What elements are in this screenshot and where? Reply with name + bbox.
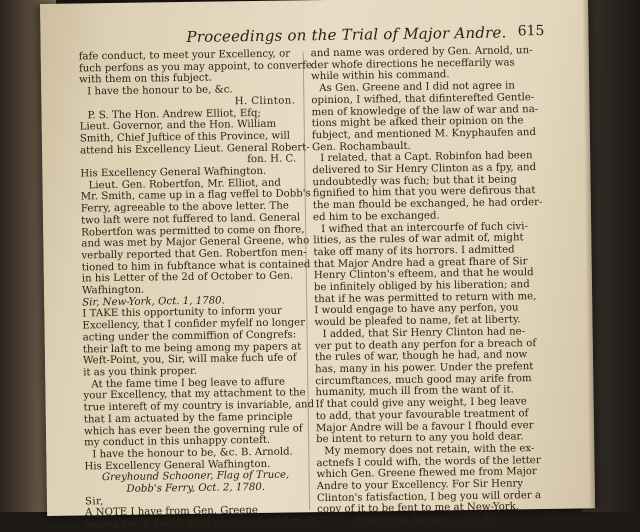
text-line: Andre to your Excellency. For Sir Henry [316, 478, 524, 493]
text-line: copy of it to be fent to me at New-York. [317, 501, 520, 516]
text-line: I TAKE this opportunity to inform your [82, 306, 282, 320]
text-line: My memory does not retain, with the ex- [324, 443, 535, 457]
text-line: Wafhington. [81, 284, 145, 297]
text-line: verbally reported that Gen. Robertfon men- [81, 247, 307, 262]
text-line: that Major Andre had a great fhare of Sir [313, 255, 528, 270]
text-line: As Gen. Greene and I did not agree in [319, 80, 516, 95]
text-line: Mr. Smith, came up in a flag veffel to Dobb's [80, 188, 311, 203]
text-line: tioned to him in fubftance what is contained [81, 258, 311, 274]
text-line: P. S. The Hon. Andrew Elliot, Efq; [87, 107, 262, 121]
text-line: fubject, and mentioned M. Knyphaufen and [311, 127, 537, 142]
text-line: Dobb's Ferry, Oct. 2, 1780. [126, 481, 266, 495]
text-line: undoubtedly was fuch; but that it being [312, 174, 517, 188]
text-line: Major Andre will be a favour I fhould ever [315, 419, 534, 434]
text-line: take off many of its horrors. I admitted [313, 244, 515, 259]
text-line: leaves me in doubt if his memory had ferved [85, 516, 316, 531]
running-title: Proceedings on the Trial of Major Andre. [186, 23, 507, 46]
text-line: their laft to me being among my papers at [82, 340, 302, 356]
text-line: ver put to death any perfon for a breach of [314, 337, 537, 352]
text-line: that I am actuated by the fame principle [83, 411, 293, 426]
text-line: to add, that your favourable treatment of [315, 408, 529, 422]
text-line: Lieut. Gen. Robertfon, Mr. Elliot, and [88, 177, 281, 192]
text-line: lities, as the rules of war admit of, might [313, 232, 524, 247]
text-line: Greyhound Schooner, Flag of Truce, [101, 469, 290, 484]
text-line: His Excellency General Wafhington. [80, 165, 267, 180]
text-line: humanity, much ill from the want of it. [315, 384, 514, 399]
text-line: Lieut. Governor, and the Hon. William [79, 118, 277, 133]
text-line: A NOTE I have from Gen. Greene [85, 505, 258, 519]
text-line: fuch perfons as you may appoint, to converfe [78, 59, 313, 75]
text-line: which Gen. Greene fhewed me from Major [316, 466, 537, 481]
text-line: Henry Clinton's efteem, and that he would [313, 267, 534, 282]
text-line: Gen. Rochambault. [311, 140, 411, 153]
text-line: Robertfon was permitted to come on fhore, [81, 223, 305, 238]
text-line: be intent to return to any you hold dear. [316, 431, 524, 446]
right-text-column [310, 45, 543, 527]
text-line: If that could give any weight, I beg leave [315, 396, 528, 411]
text-line: would be pleafed to name, fet at liberty. [314, 314, 521, 329]
text-line: His Excellency General Wafhington. [84, 458, 271, 473]
text-line: Weft-Point, you, Sir, will make fuch ufe of [82, 352, 297, 367]
text-line: Excellency, that I confider myfelf no longer [82, 317, 306, 332]
text-line: fafe conduct, to meet your Excellency, or [78, 48, 291, 63]
text-line: in his Letter of the 2d of October to Gen. [81, 270, 294, 285]
text-line: tions might be afked their opinion on the [311, 115, 524, 130]
text-line: Sir, New-York, Oct. 1, 1780. [82, 295, 225, 309]
text-line: At the fame time I beg leave to affure [91, 376, 286, 391]
text-line: I have the honour to be, &c [357, 513, 500, 527]
text-line: I have the honour to be, &c. [87, 84, 233, 98]
text-line: delivered to Sir Henry Clinton as a fpy, and [312, 162, 537, 177]
text-line: attend his Excellency Lieut. General Robert- [79, 141, 310, 157]
text-line: and name was ordered by Gen. Arnold, un- [310, 45, 533, 60]
text-line: with them on this fubject. [78, 73, 212, 86]
text-line: Clinton's fatisfaction, I beg you will order a [316, 489, 542, 504]
document-page [40, 0, 595, 531]
text-line: I wifhed that an intercourfe of fuch civi- [321, 220, 529, 235]
text-line: fon. H. C. [247, 153, 297, 166]
text-line: acting under the commiffion of Congrefs: [82, 329, 297, 344]
text-line: has, many in his power. Under the prefent [315, 361, 534, 376]
text-line: true intereft of my country is invariable, and [83, 399, 315, 414]
text-line: I would engage to have any perfon, you [314, 302, 519, 317]
text-line: while within his command. [310, 69, 450, 83]
text-line: ed him to be exchanged. [312, 210, 440, 224]
left-text-column [78, 48, 316, 531]
text-line: I have the honour to be, &c. B. Arnold. [92, 446, 293, 461]
text-line: two laft were not fuffered to land. General [80, 212, 301, 227]
page-number: 615 [517, 22, 545, 40]
text-line: and was met by Major General Greene, who [81, 235, 310, 250]
text-line: the rules of war, though he had, and now [314, 349, 528, 364]
text-line: I added, that Sir Henry Clinton had ne- [322, 326, 526, 340]
text-line: Ferry, agreeable to the above letter. The [80, 200, 289, 215]
text-line: my conduct in this unhappy conteft. [84, 435, 271, 449]
text-line: your Excellency, that my attachment to the [83, 387, 306, 402]
text-line: opinion, I wifhed, that difinterefted Gentle- [311, 91, 535, 107]
text-line: I related, that a Capt. Robinfon had been [320, 150, 533, 165]
text-line: that if he was permitted to return with me, [314, 290, 537, 305]
text-line: fignified to him that you were defirous that [312, 185, 536, 200]
text-line: the man fhould be exchanged, he had order- [312, 197, 543, 212]
text-line: men of knowledge of the law of war and na- [311, 103, 539, 118]
text-line: H. Clinton. [234, 95, 296, 108]
text-line: which has ever been the governing rule of [83, 422, 303, 437]
text-line: it as you think proper. [83, 365, 198, 379]
text-line: der whofe directions he neceffarily was [310, 57, 515, 71]
text-line: be infinitely obliged by his liberation; and [313, 279, 530, 294]
text-line: actnefs I could wifh, the words of the letter [316, 454, 541, 469]
text-line: Smith, Chief Juftice of this Province, will [79, 130, 291, 145]
text-line: circumftances, much good may arife from [315, 372, 532, 387]
text-line: Sir, [84, 495, 104, 508]
